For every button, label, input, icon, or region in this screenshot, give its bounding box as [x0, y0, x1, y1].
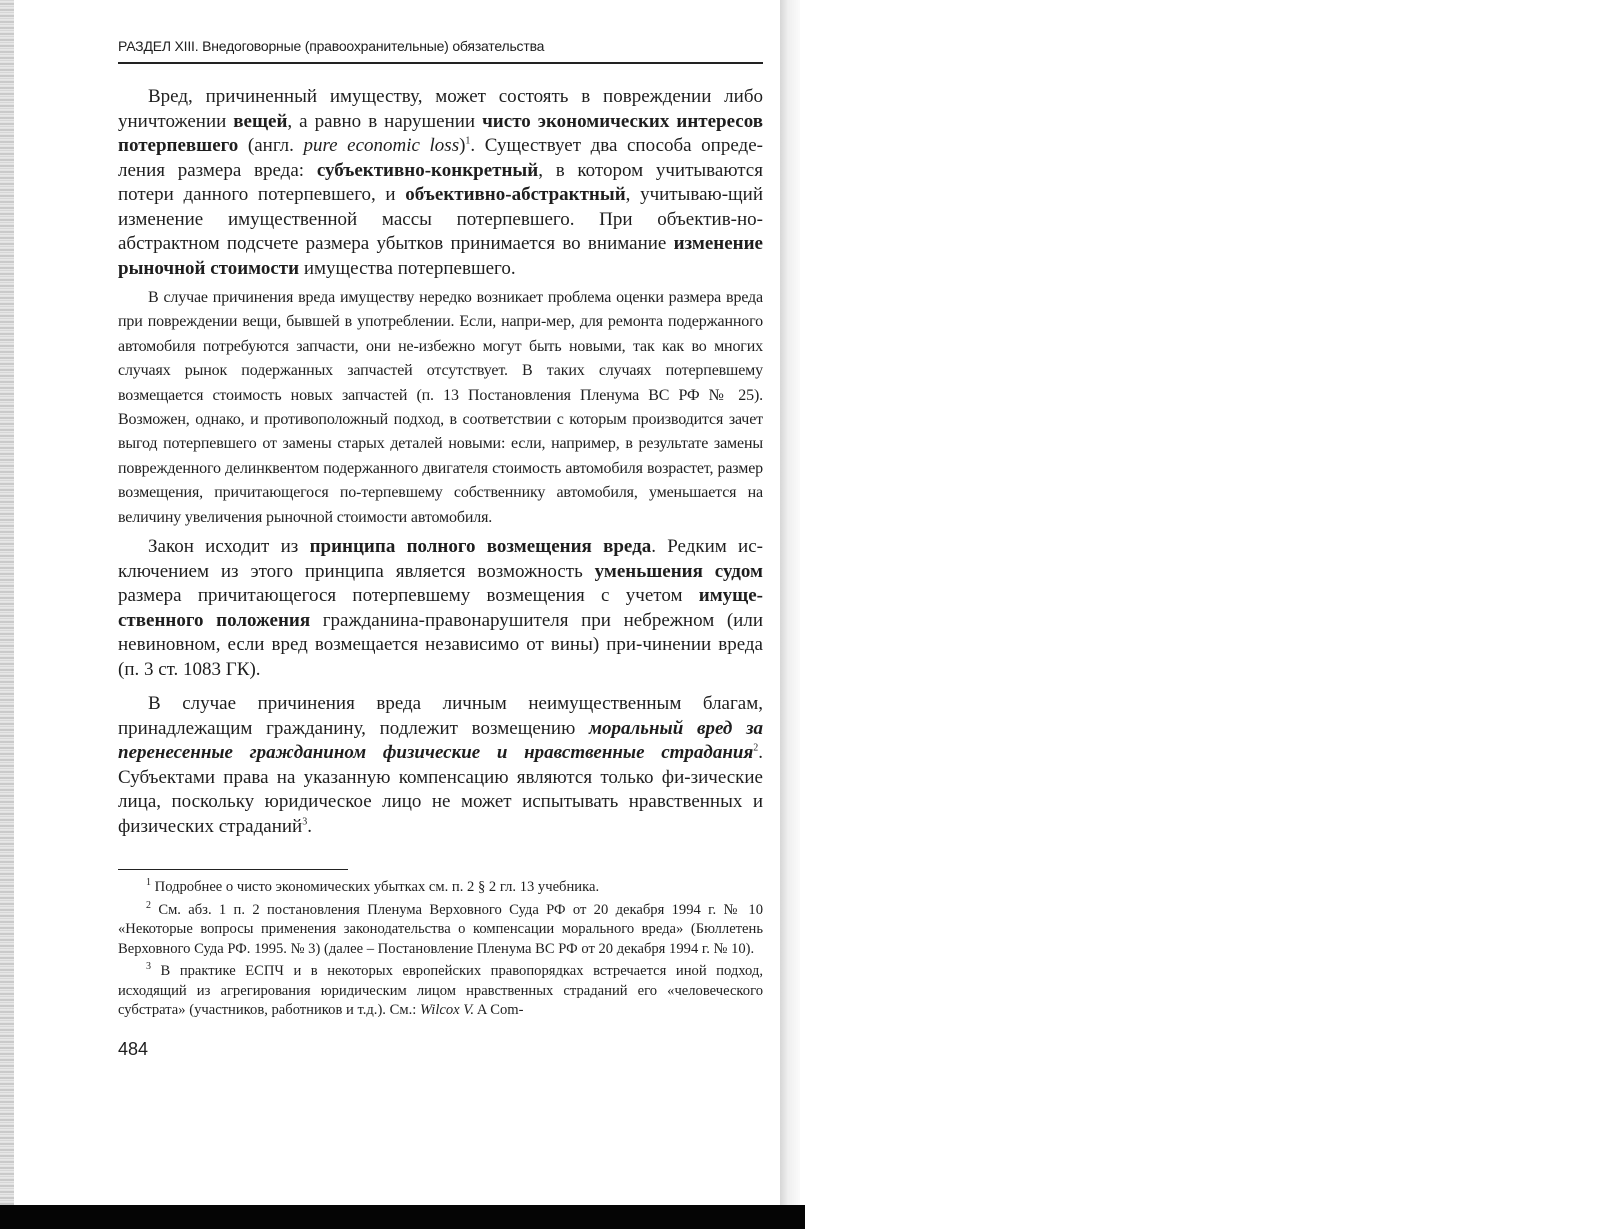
footnote-divider — [118, 869, 348, 870]
footnote-3: $^3$ В практике ЕСПЧ и в некоторых европейских правопорядках встречается иной подход, исходящий из агрегирования юридическим лицом нравственных страданий его «человеческого субстрата» (участников, работников и т.д.). См.: Wilcox V. A Com- — [118, 961, 763, 1019]
book-page — [118, 38, 763, 1060]
paragraph-3: Закон исходит из принципа полного возмещения вреда. Редким ис-ключением из этого принципа является возможность уменьшения судом размера причитающегося потерпевшему возмещения с учетом имуще-ственного положения гражданина-правонарушителя при небрежном (или невиновном, если вред возмещается независимо от вины) при-чинении вреда (п. 3 ст. 1083 ГК). — [118, 536, 763, 680]
paragraph-4: В случае причинения вреда личным неимущественным благам, принадлежащим гражданину, подлежит возмещению моральный вред за перенесенные гражданином физические и нравственные страдания$^2$. Субъектами права на указанную компенсацию являются только фи-зические лица, поскольку юридическое лицо не может испытывать нравственных и физических страданий$^3$. — [118, 693, 763, 837]
scan-left-edge — [0, 0, 14, 1229]
paragraph-1: Вред, причиненный имуществу, может состоять в повреждении либо уничтожении вещей, а равно в нарушении чисто экономических интересов потерпевшего (англ. pure economic loss)$^1$. Существует два способа опреде-ления размера вреда: субъективно-конкретный, в котором учитываются потери данного потерпевшего, и объективно-абстрактный, учитываю-щий изменение имущественной массы потерпевшего. При объектив-но-абстрактном подсчете размера убытков принимается во внимание изменение рыночной стоимости имущества потерпевшего. — [118, 86, 764, 279]
running-header: РАЗДЕЛ XIII. Внедоговорные (правоохранительные) обязательства — [118, 38, 763, 64]
footnote-ref-2: 2 — [753, 742, 759, 754]
footnote-ref-3: 3 — [302, 816, 308, 828]
paragraph-2: В случае причинения вреда имуществу нередко возникает проблема оценки размера вреда при повреждении вещи, бывшей в употреблении. Если, напри-мер, для ремонта подержанного автомобиля потребуются запчасти, они не-избежно могут быть новыми, так как во многих случаях рынок подержанных запчастей отсутствует. В таких случаях потерпевшему возмещается стоимость новых запчастей (п. 13 Постановления Пленума ВС РФ № 25). Возможен, однако, и противоположный подход, в соответствии с которым производится зачет выгод потерпевшего от замены старых деталей новыми: если, например, в результате замены поврежденного делинквентом подержанного двигателя стоимость автомобиля возрастет, размер возмещения, причитающегося по-терпевшему собственнику автомобиля, уменьшается на величину увеличения рыночной стоимости автомобиля. — [118, 289, 763, 526]
footnote-2: $^2$ См. абз. 1 п. 2 постановления Пленума Верховного Суда РФ от 20 декабря 1994 г. № 10 «Некоторые вопросы применения законодательства о компенсации морального вреда» (Бюллетень Верховного Суда РФ. 1995. № 3) (далее – Постановление Пленума ВС РФ от 20 декабря 1994 г. № 10). — [118, 899, 763, 957]
scan-bottom-band — [0, 1205, 805, 1229]
page-number: 484 — [118, 1038, 149, 1059]
footnote-1: $^1$ Подробнее о чисто экономических убытках см. п. 2 § 2 гл. 13 учебника. — [146, 877, 600, 896]
footnote-ref-1: 1 — [465, 135, 471, 147]
page-fold-shadow — [780, 0, 800, 1210]
